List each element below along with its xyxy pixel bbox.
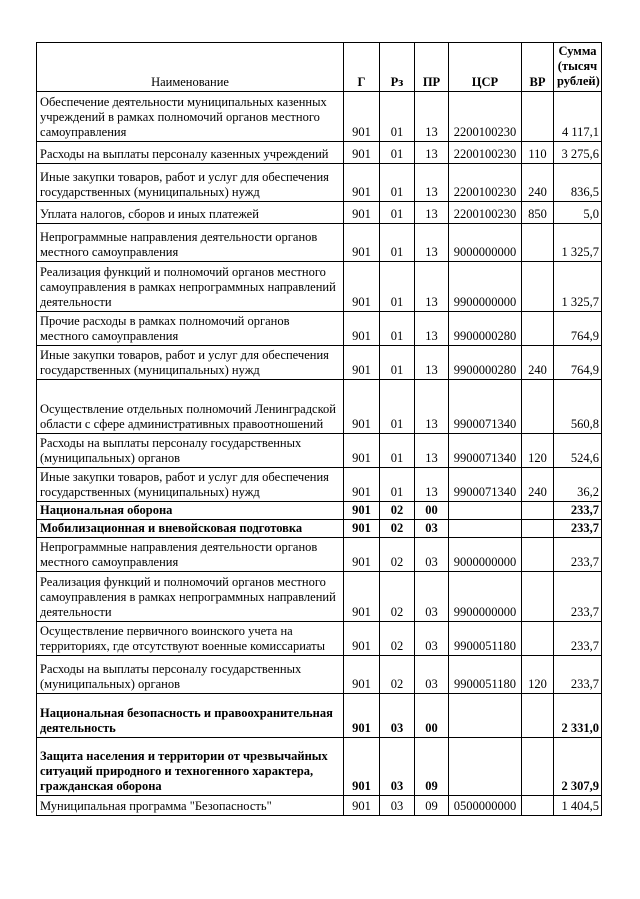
cell-g: 901 (344, 656, 380, 694)
cell-name: Реализация функций и полномочий органов местного самоуправления в рамках непрограммных направлений деятельности (37, 262, 344, 312)
cell-sum: 764,9 (554, 312, 602, 346)
cell-rz: 03 (380, 796, 415, 816)
cell-pr: 13 (415, 92, 449, 142)
cell-name: Непрограммные направления деятельности органов местного самоуправления (37, 224, 344, 262)
cell-vr: 120 (522, 434, 554, 468)
cell-rz: 01 (380, 380, 415, 434)
cell-vr: 240 (522, 164, 554, 202)
cell-pr: 13 (415, 346, 449, 380)
cell-vr (522, 380, 554, 434)
table-row (37, 738, 602, 796)
cell-sum: 4 117,1 (554, 92, 602, 142)
table-row (37, 202, 602, 224)
cell-pr: 13 (415, 468, 449, 502)
cell-pr: 13 (415, 380, 449, 434)
table-row (37, 142, 602, 164)
cell-rz: 01 (380, 434, 415, 468)
table-row (37, 468, 602, 502)
cell-pr: 03 (415, 538, 449, 572)
cell-pr: 13 (415, 262, 449, 312)
cell-vr (522, 622, 554, 656)
cell-csr: 2200100230 (449, 164, 522, 202)
cell-sum: 233,7 (554, 538, 602, 572)
cell-sum: 233,7 (554, 572, 602, 622)
cell-g: 901 (344, 796, 380, 816)
cell-name: Осуществление отдельных полномочий Ленинградской области с сфере административных правоотношений (37, 380, 344, 434)
header-pr: ПР (415, 43, 449, 92)
cell-sum: 5,0 (554, 202, 602, 224)
cell-pr: 00 (415, 694, 449, 738)
cell-g: 901 (344, 694, 380, 738)
table-row (37, 538, 602, 572)
cell-csr: 9000000000 (449, 224, 522, 262)
cell-rz: 01 (380, 164, 415, 202)
cell-csr: 9900051180 (449, 656, 522, 694)
cell-csr: 9900071340 (449, 380, 522, 434)
cell-rz: 01 (380, 262, 415, 312)
cell-name: Муниципальная программа "Безопасность" (37, 796, 344, 816)
cell-pr: 09 (415, 796, 449, 816)
cell-pr: 13 (415, 434, 449, 468)
cell-csr: 2200100230 (449, 92, 522, 142)
cell-csr: 9900051180 (449, 622, 522, 656)
table-row (37, 622, 602, 656)
cell-name: Иные закупки товаров, работ и услуг для обеспечения государственных (муниципальных) нужд (37, 468, 344, 502)
cell-name: Непрограммные направления деятельности органов местного самоуправления (37, 538, 344, 572)
cell-csr (449, 738, 522, 796)
table-row (37, 164, 602, 202)
cell-g: 901 (344, 92, 380, 142)
cell-vr (522, 502, 554, 520)
header-csr: ЦСР (449, 43, 522, 92)
cell-sum: 2 331,0 (554, 694, 602, 738)
cell-sum: 1 325,7 (554, 224, 602, 262)
table-row (37, 92, 602, 142)
cell-g: 901 (344, 262, 380, 312)
cell-sum: 524,6 (554, 434, 602, 468)
cell-g: 901 (344, 202, 380, 224)
table-row (37, 224, 602, 262)
cell-vr (522, 572, 554, 622)
cell-name: Уплата налогов, сборов и иных платежей (37, 202, 344, 224)
cell-rz: 03 (380, 738, 415, 796)
cell-g: 901 (344, 164, 380, 202)
cell-rz: 01 (380, 142, 415, 164)
cell-g: 901 (344, 346, 380, 380)
table-body (37, 92, 602, 816)
table-row (37, 796, 602, 816)
cell-pr: 13 (415, 142, 449, 164)
cell-sum: 560,8 (554, 380, 602, 434)
cell-rz: 02 (380, 520, 415, 538)
cell-name: Расходы на выплаты персоналу казенных учреждений (37, 142, 344, 164)
cell-name: Иные закупки товаров, работ и услуг для обеспечения государственных (муниципальных) нужд (37, 346, 344, 380)
header-rz: Рз (380, 43, 415, 92)
cell-rz: 01 (380, 312, 415, 346)
table-row (37, 520, 602, 538)
cell-g: 901 (344, 380, 380, 434)
cell-g: 901 (344, 312, 380, 346)
cell-vr: 850 (522, 202, 554, 224)
cell-g: 901 (344, 224, 380, 262)
cell-csr: 2200100230 (449, 142, 522, 164)
cell-g: 901 (344, 520, 380, 538)
cell-g: 901 (344, 738, 380, 796)
cell-csr: 9900000280 (449, 312, 522, 346)
cell-pr: 13 (415, 224, 449, 262)
cell-vr (522, 92, 554, 142)
cell-g: 901 (344, 572, 380, 622)
table-row (37, 346, 602, 380)
cell-pr: 03 (415, 656, 449, 694)
cell-pr: 03 (415, 520, 449, 538)
cell-rz: 02 (380, 622, 415, 656)
cell-vr (522, 312, 554, 346)
header-name: Наименование (37, 43, 344, 92)
table-row (37, 434, 602, 468)
cell-csr (449, 694, 522, 738)
cell-name: Национальная оборона (37, 502, 344, 520)
table-row (37, 656, 602, 694)
table-header-row (37, 43, 602, 92)
cell-csr: 2200100230 (449, 202, 522, 224)
cell-rz: 02 (380, 502, 415, 520)
table-row (37, 380, 602, 434)
cell-vr (522, 796, 554, 816)
cell-vr: 240 (522, 346, 554, 380)
header-vr: ВР (522, 43, 554, 92)
cell-csr: 9900071340 (449, 468, 522, 502)
cell-vr (522, 520, 554, 538)
cell-rz: 01 (380, 202, 415, 224)
cell-pr: 00 (415, 502, 449, 520)
cell-csr: 9900071340 (449, 434, 522, 468)
cell-sum: 233,7 (554, 502, 602, 520)
cell-vr: 240 (522, 468, 554, 502)
cell-g: 901 (344, 538, 380, 572)
cell-name: Расходы на выплаты персоналу государственных (муниципальных) органов (37, 656, 344, 694)
table-row (37, 262, 602, 312)
table-row (37, 694, 602, 738)
cell-rz: 02 (380, 572, 415, 622)
cell-csr (449, 520, 522, 538)
cell-vr (522, 224, 554, 262)
cell-g: 901 (344, 622, 380, 656)
cell-name: Осуществление первичного воинского учета на территориях, где отсутствуют военные комиссариаты (37, 622, 344, 656)
cell-vr: 120 (522, 656, 554, 694)
cell-pr: 13 (415, 202, 449, 224)
cell-csr: 9000000000 (449, 538, 522, 572)
cell-csr: 0500000000 (449, 796, 522, 816)
cell-vr: 110 (522, 142, 554, 164)
cell-name: Прочие расходы в рамках полномочий органов местного самоуправления (37, 312, 344, 346)
cell-g: 901 (344, 434, 380, 468)
header-g: Г (344, 43, 380, 92)
cell-name: Национальная безопасность и правоохранительная деятельность (37, 694, 344, 738)
cell-sum: 2 307,9 (554, 738, 602, 796)
cell-sum: 764,9 (554, 346, 602, 380)
cell-sum: 1 404,5 (554, 796, 602, 816)
cell-sum: 1 325,7 (554, 262, 602, 312)
table-row (37, 572, 602, 622)
cell-csr: 9900000000 (449, 262, 522, 312)
cell-csr: 9900000000 (449, 572, 522, 622)
table-row (37, 502, 602, 520)
cell-name: Расходы на выплаты персоналу государственных (муниципальных) органов (37, 434, 344, 468)
cell-sum: 233,7 (554, 520, 602, 538)
cell-pr: 09 (415, 738, 449, 796)
cell-vr (522, 262, 554, 312)
cell-csr: 9900000280 (449, 346, 522, 380)
cell-pr: 03 (415, 622, 449, 656)
cell-rz: 01 (380, 468, 415, 502)
cell-pr: 13 (415, 164, 449, 202)
cell-rz: 01 (380, 346, 415, 380)
cell-rz: 03 (380, 694, 415, 738)
cell-pr: 03 (415, 572, 449, 622)
cell-rz: 01 (380, 92, 415, 142)
table-row (37, 312, 602, 346)
cell-vr (522, 538, 554, 572)
cell-sum: 3 275,6 (554, 142, 602, 164)
cell-g: 901 (344, 502, 380, 520)
cell-vr (522, 694, 554, 738)
cell-csr (449, 502, 522, 520)
cell-name: Защита населения и территории от чрезвычайных ситуаций природного и техногенного характера, гражданская оборона (37, 738, 344, 796)
header-sum: Сумма (тысяч рублей) (554, 43, 602, 92)
budget-table (36, 42, 602, 816)
cell-sum: 233,7 (554, 656, 602, 694)
cell-vr (522, 738, 554, 796)
cell-name: Мобилизационная и вневойсковая подготовка (37, 520, 344, 538)
cell-sum: 836,5 (554, 164, 602, 202)
cell-g: 901 (344, 468, 380, 502)
cell-name: Реализация функций и полномочий органов местного самоуправления в рамках непрограммных направлений деятельности (37, 572, 344, 622)
cell-pr: 13 (415, 312, 449, 346)
cell-g: 901 (344, 142, 380, 164)
cell-sum: 233,7 (554, 622, 602, 656)
cell-rz: 01 (380, 224, 415, 262)
cell-rz: 02 (380, 656, 415, 694)
cell-sum: 36,2 (554, 468, 602, 502)
cell-name: Обеспечение деятельности муниципальных казенных учреждений в рамках полномочий органов местного самоуправления (37, 92, 344, 142)
cell-name: Иные закупки товаров, работ и услуг для обеспечения государственных (муниципальных) нужд (37, 164, 344, 202)
cell-rz: 02 (380, 538, 415, 572)
